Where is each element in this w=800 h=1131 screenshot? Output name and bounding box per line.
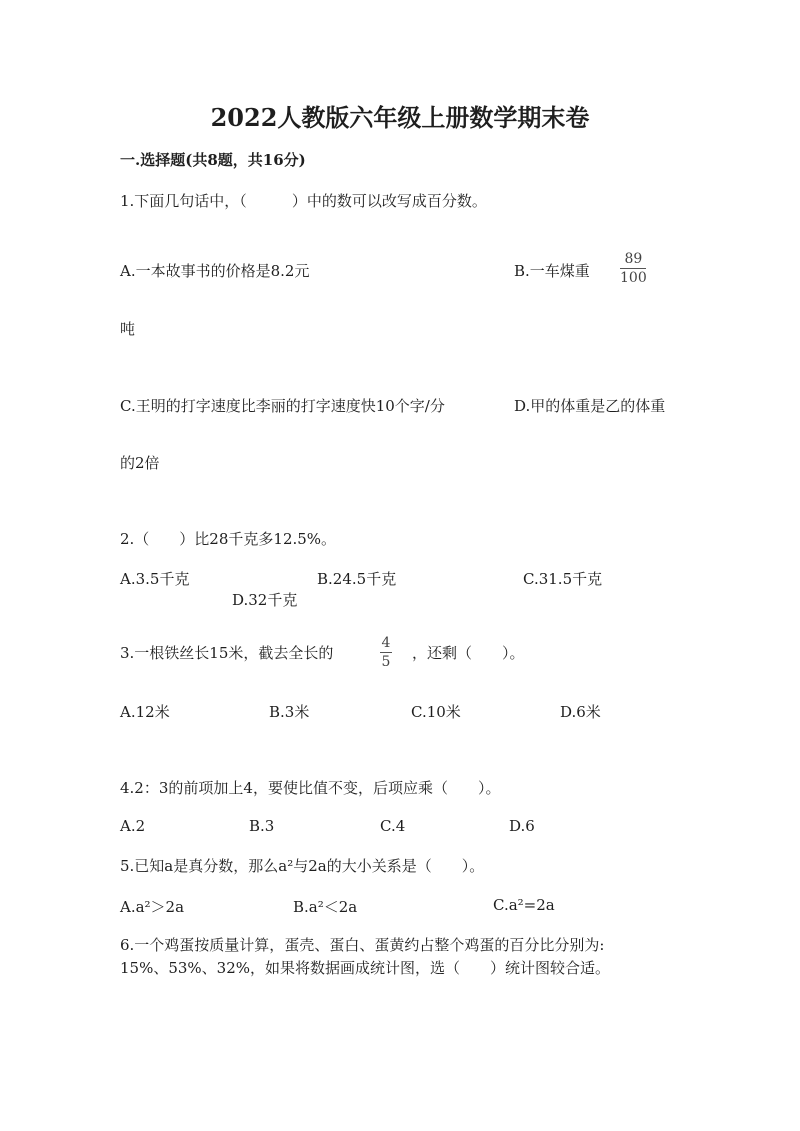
question-5-option-b: B.a²＜2a — [293, 898, 358, 916]
fraction-denominator: 5 — [381, 654, 391, 670]
question-1-option-b-unit: 吨 — [120, 320, 136, 338]
question-3-fraction — [380, 636, 392, 669]
question-4-option-c: C.4 — [380, 817, 406, 835]
question-1-option-d: D.甲的体重是乙的体重 — [514, 397, 666, 415]
question-3-option-d: D.6米 — [560, 703, 601, 721]
question-2-stem: 2.（ ）比28千克多12.5%。 — [120, 530, 337, 548]
question-5-stem: 5.已知a是真分数，那么a²与2a的大小关系是（ ）。 — [120, 857, 485, 875]
fraction-bar — [620, 268, 646, 269]
question-3-option-c: C.10米 — [411, 703, 461, 721]
question-1-option-d-cont: 的2倍 — [120, 454, 160, 472]
question-1-option-a: A.一本故事书的价格是8.2元 — [120, 262, 310, 280]
question-4-option-b: B.3 — [249, 817, 275, 835]
question-5-option-c: C.a²=2a — [493, 896, 555, 914]
question-1-stem: 1.下面几句话中，（ ）中的数可以改写成百分数。 — [120, 192, 487, 210]
question-1-fraction — [620, 252, 647, 285]
question-3-stem-cont: ，还剩（ ）。 — [412, 644, 525, 662]
question-4-option-d: D.6 — [509, 817, 535, 835]
fraction-numerator: 89 — [624, 251, 643, 267]
question-2-option-b: B.24.5千克 — [317, 570, 397, 588]
question-1-option-c: C.王明的打字速度比李丽的打字速度快10个字/分 — [120, 397, 445, 415]
fraction-denominator: 100 — [620, 270, 647, 286]
section-heading: 一.选择题(共8题，共16分) — [120, 151, 306, 169]
question-3-option-b: B.3米 — [269, 703, 310, 721]
fraction-bar — [380, 652, 392, 653]
fraction-numerator: 4 — [381, 635, 391, 651]
question-5-option-a: A.a²＞2a — [120, 898, 185, 916]
page-title: 2022人教版六年级上册数学期末卷 — [210, 103, 590, 132]
question-2-option-a: A.3.5千克 — [120, 570, 190, 588]
question-4-option-a: A.2 — [120, 817, 146, 835]
question-3-stem: 3.一根铁丝长15米，截去全长的 — [120, 644, 334, 662]
question-4-stem: 4.2：3的前项加上4，要使比值不变，后项应乘（ ）。 — [120, 779, 501, 797]
question-1-option-b: B.一车煤重 — [514, 262, 590, 280]
question-3-option-a: A.12米 — [120, 703, 170, 721]
question-6-line-2: 15%、53%、32%，如果将数据画成统计图，选（ ）统计图较合适。 — [120, 959, 611, 977]
question-2-option-c: C.31.5千克 — [523, 570, 603, 588]
question-2-option-d: D.32千克 — [232, 591, 298, 609]
question-6-line-1: 6.一个鸡蛋按质量计算，蛋壳、蛋白、蛋黄约占整个鸡蛋的百分比分别为: — [120, 936, 605, 954]
